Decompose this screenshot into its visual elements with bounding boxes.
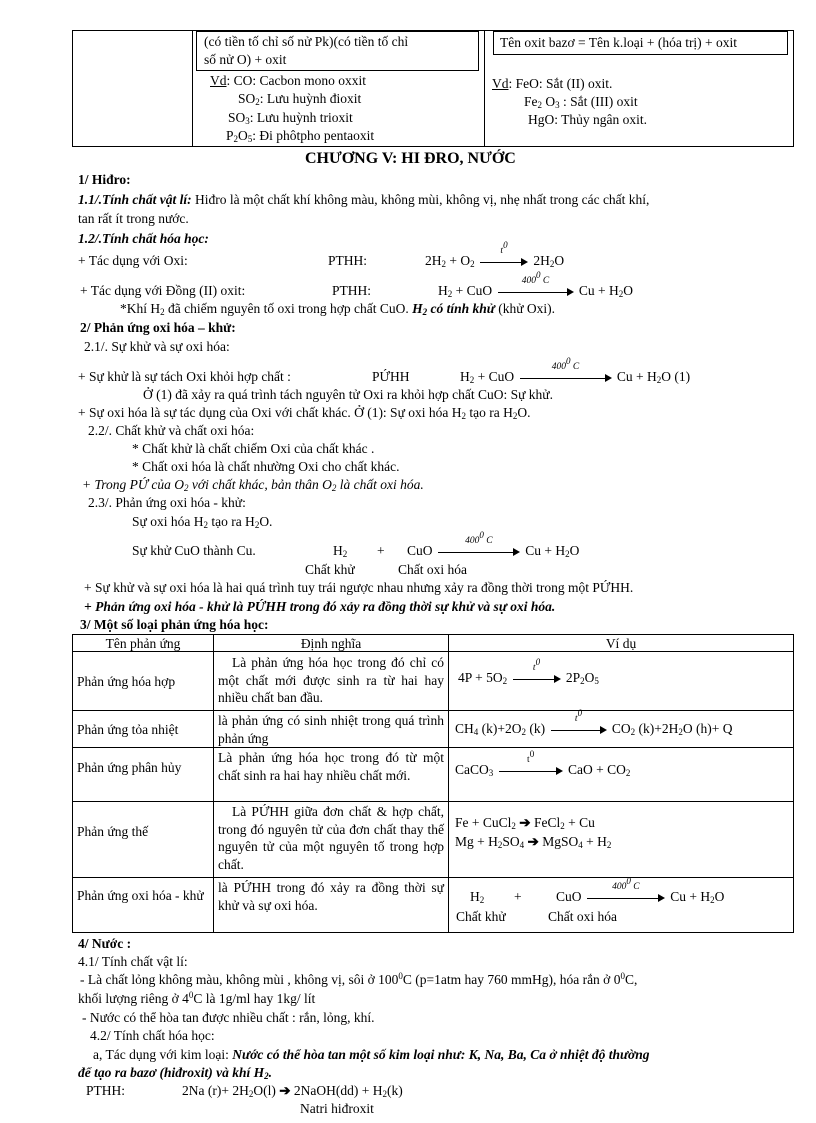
s4-heading: 4/ Nước : (78, 936, 132, 951)
table-header-name: Tên phản ứng (105, 636, 181, 651)
s2-ox: Sự oxi hóa $H_2$ tạo ra $H_2O$. (132, 514, 273, 530)
top-table-line-mid2 (484, 30, 485, 147)
top-table-line-left (72, 30, 73, 147)
top-table-line-mid1 (192, 30, 193, 147)
table-row-example: CaCO$_3$ $t^0$ CaO + $CO_2$ (455, 748, 631, 778)
table-row-name: Phản ứng phân hủy (77, 760, 182, 775)
s2-def2: * Chất oxi hóa là chất nhường Oxi cho chất khác. (132, 459, 400, 474)
s1-react1-pthh: PTHH: (328, 253, 368, 268)
s1-physical-line2: tan rất ít trong nước. (78, 211, 189, 226)
left-example-1: Vd: CO: Cacbon mono oxxit (210, 73, 367, 88)
table-row-def: Là PỨHH giữa đơn chất & hợp chất, trong đó nguyên tử của đơn chất thay thế nguyên tử của một nguyên tố trong hợp chất. (218, 804, 444, 872)
s2-kh-equation: CuO $400^0$ C $Cu + H_2O$ (407, 529, 580, 559)
s3-heading: 3/ Một số loại phản ứng hóa học: (80, 617, 269, 632)
s2-trong: + Trong PỨ của $O_2$ với chất khác, bản thân $O_2$ là chất oxi hóa. (82, 477, 424, 493)
s2-line1-text: + Sự khử là sự tách Oxi khỏi hợp chất : (78, 369, 291, 384)
table-row-example-plus: + (514, 889, 522, 904)
reaction-arrow: $t^0$ (499, 766, 563, 776)
s1-react2-pthh: PTHH: (332, 283, 372, 298)
left-example-3: $SO_3$: Lưu huỳnh trioxit (228, 110, 353, 126)
table-row-name: Phản ứng oxi hóa - khử (77, 888, 204, 903)
left-example-2: $SO_2$: Lưu huỳnh đioxit (238, 91, 362, 107)
table-row-example: Fe + CuCl$_2$ ➔ FeCl$_2$ + Cu (455, 815, 595, 831)
s4-pthh-label: PTHH: (86, 1083, 126, 1098)
table-row-name: Phản ứng hóa hợp (77, 674, 176, 689)
s2-heading: 2/ Phản ứng oxi hóa – khử: (80, 320, 236, 335)
arrow-icon: ➔ (527, 834, 539, 849)
s2-line5: + Phản ứng oxi hóa - khử là PỨHH trong đó xảy ra đồng thời sự khử và sự oxi hóa. (84, 599, 556, 614)
s2-line4: + Sự khử và sự oxi hóa là hai quá trình tuy trái ngược nhau nhưng xảy ra đồng thời trong một PỨHH. (84, 580, 634, 595)
right-example-1: Vd: FeO: Sắt (II) oxit. (492, 76, 613, 91)
s1-note: *Khí $H_2$ đã chiếm nguyên tố oxi trong hợp chất CuO. $H_2$ có tính khử (khử Oxi). (120, 301, 556, 317)
table-row-def: Là phản ứng hóa học trong đó từ một chất sinh ra hai hay nhiều chất mới. (218, 750, 444, 783)
top-table-line-bottom (72, 146, 794, 147)
s2-line3: + Sự oxi hóa là sự tác dụng của Oxi với chất khác. Ở (1): Sự oxi hóa $H_2$ tạo ra $H_2O$. (78, 405, 531, 421)
s1-react2-label: + Tác dụng với Đồng (II) oxit: (80, 283, 246, 298)
s1-react1-equation: $2H_2 + O_2$ $t^0$ $2H_2O$ (425, 239, 565, 269)
table-row-name: Phản ứng thế (77, 824, 149, 839)
table-header-example: Ví dụ (605, 636, 637, 651)
s4-l1: - Là chất lỏng không màu, không mùi , không vị, sôi ở $100^0C$ (p=1atm hay 760 mmHg), hóa rắn ở $0^0C$, (80, 971, 638, 987)
s2-line1-puhh: PỨHH (372, 369, 410, 384)
s4-a-line1: a, Tác dụng với kim loại: Nước có thể hòa tan một số kim loại như: K, Na, Ba, Ca ở nhiệt độ thường (93, 1047, 650, 1062)
reaction-arrow: $t^0$ (480, 257, 528, 267)
s4-pthh-equation: 2Na $(r)+ 2H_2O(l)$ ➔ 2NaOH(dd) + $H_2(k)$ (182, 1083, 403, 1099)
reaction-arrow: $400^0$ C (438, 547, 520, 557)
s4-h42: 4.2/ Tính chất hóa học: (90, 1028, 215, 1043)
table-row-example: $H_2$ (470, 889, 485, 905)
s2-def1: * Chất khử là chất chiếm Oxi của chất khác . (132, 441, 375, 456)
s2-h22: 2.2/. Chất khử và chất oxi hóa: (88, 423, 255, 438)
s2-line2: Ở (1) đã xảy ra quá trình tách nguyên tử Oxi ra khỏi hợp chất CuO: Sự khử. (143, 387, 554, 402)
table-row-def: là phản ứng có sinh nhiệt trong quá trình phản ứng (218, 713, 444, 746)
naming-rule-left-line1: (có tiền tố chỉ số nử Pk)(có tiền tố chỉ (204, 34, 409, 49)
reaction-arrow: $400^0$ C (587, 893, 665, 903)
table-row-name: Phản ứng tỏa nhiệt (77, 722, 179, 737)
s2-line1-equation: $H_2$ + CuO $400^0$ C $Cu + H_2O$ (1) (460, 355, 691, 385)
arrow-icon: ➔ (279, 1083, 291, 1098)
reaction-arrow: $t^0$ (551, 725, 607, 735)
naming-rule-right: Tên oxit bazơ = Tên k.loại + (hóa trị) + oxit (500, 35, 738, 50)
chapter-title: CHƯƠNG V: HI ĐRO, NƯỚC (305, 150, 516, 167)
right-example-3: HgO: Thủy ngân oxit. (528, 112, 647, 127)
s2-kh-text: Sự khử CuO thành Cu. (132, 543, 256, 558)
table-row-example-2: $Mg + H_2SO_4$ ➔ MgSO$_4$ + $H_2$ (455, 834, 612, 850)
s4-h41: 4.1/ Tính chất vật lí: (78, 954, 188, 969)
top-table-line-right (793, 30, 794, 147)
table-row-example: $4P + 5O_2$ $t^0$ $2P_2O_5$ (458, 656, 599, 686)
s4-l2: khối lượng riêng ở $4^0C$ là 1g/ml hay 1kg/ lít (78, 990, 316, 1006)
table-row-example: $CH_4$ $(k)+2O_2$ (k) $t^0$ $CO_2$ $(k)+2H_2O$ (h)+ Q (455, 707, 733, 737)
s4-natri: Natri hiđroxit (300, 1101, 374, 1116)
left-example-4: $P_2O_5$: Đi phôtpho pentaoxit (226, 128, 375, 144)
arrow-icon: ➔ (519, 815, 531, 830)
s1-react1-label: + Tác dụng với Oxi: (78, 253, 188, 268)
s2-chat-khu: Chất khử (305, 562, 355, 577)
table-header-def: Định nghĩa (300, 636, 362, 651)
table-row-example-khu: Chất khử (456, 909, 506, 924)
s1-physical-line1: 1.1/.Tính chất vật lí: Hiđro là một chất khí không màu, không mùi, không vị, nhẹ nhất trong các chất khí, (78, 192, 650, 207)
right-example-2: $Fe_2$ $O_3$ : Sắt (III) oxit (524, 94, 638, 110)
s2-chat-oxh: Chất oxi hóa (398, 562, 467, 577)
s4-a-line2: để tạo ra bazơ (hiđroxit) và khí $H_2$. (78, 1065, 273, 1081)
s4-l3: - Nước có thể hòa tan được nhiều chất : rắn, lỏng, khí. (82, 1010, 375, 1025)
s1-react2-equation: $H_2$ + CuO $400^0$ C $Cu + H_2O$ (438, 269, 633, 299)
reaction-arrow: $400^0$ C (520, 373, 612, 383)
naming-rule-left-line2: số nử O) + oxit (204, 52, 287, 67)
reaction-arrow: $400^0$ C (498, 287, 574, 297)
table-row-def: là PỨHH trong đó xảy ra đồng thời sự khử và sự oxi hóa. (218, 880, 444, 913)
s2-kh-plus: + (377, 543, 385, 558)
s1-chemical-heading: 1.2/.Tính chất hóa học: (78, 231, 209, 246)
reaction-arrow: $t^0$ (513, 674, 561, 684)
table-row-example-oxh: Chất oxi hóa (548, 909, 617, 924)
s2-h23: 2.3/. Phản ứng oxi hóa - khử: (88, 495, 246, 510)
table-row-def: Là phản ứng hóa học trong đó chỉ có một chất mới được sinh ra từ hai hay nhiều chất ban đầu. (218, 655, 444, 706)
s2-kh-h2: $H_2$ (333, 543, 348, 559)
table-row-example-eq: CuO $400^0$ C $Cu + H_2O$ (556, 875, 725, 905)
s1-heading: 1/ Hiđro: (78, 172, 131, 187)
s2-h21: 2.1/. Sự khử và sự oxi hóa: (84, 339, 230, 354)
